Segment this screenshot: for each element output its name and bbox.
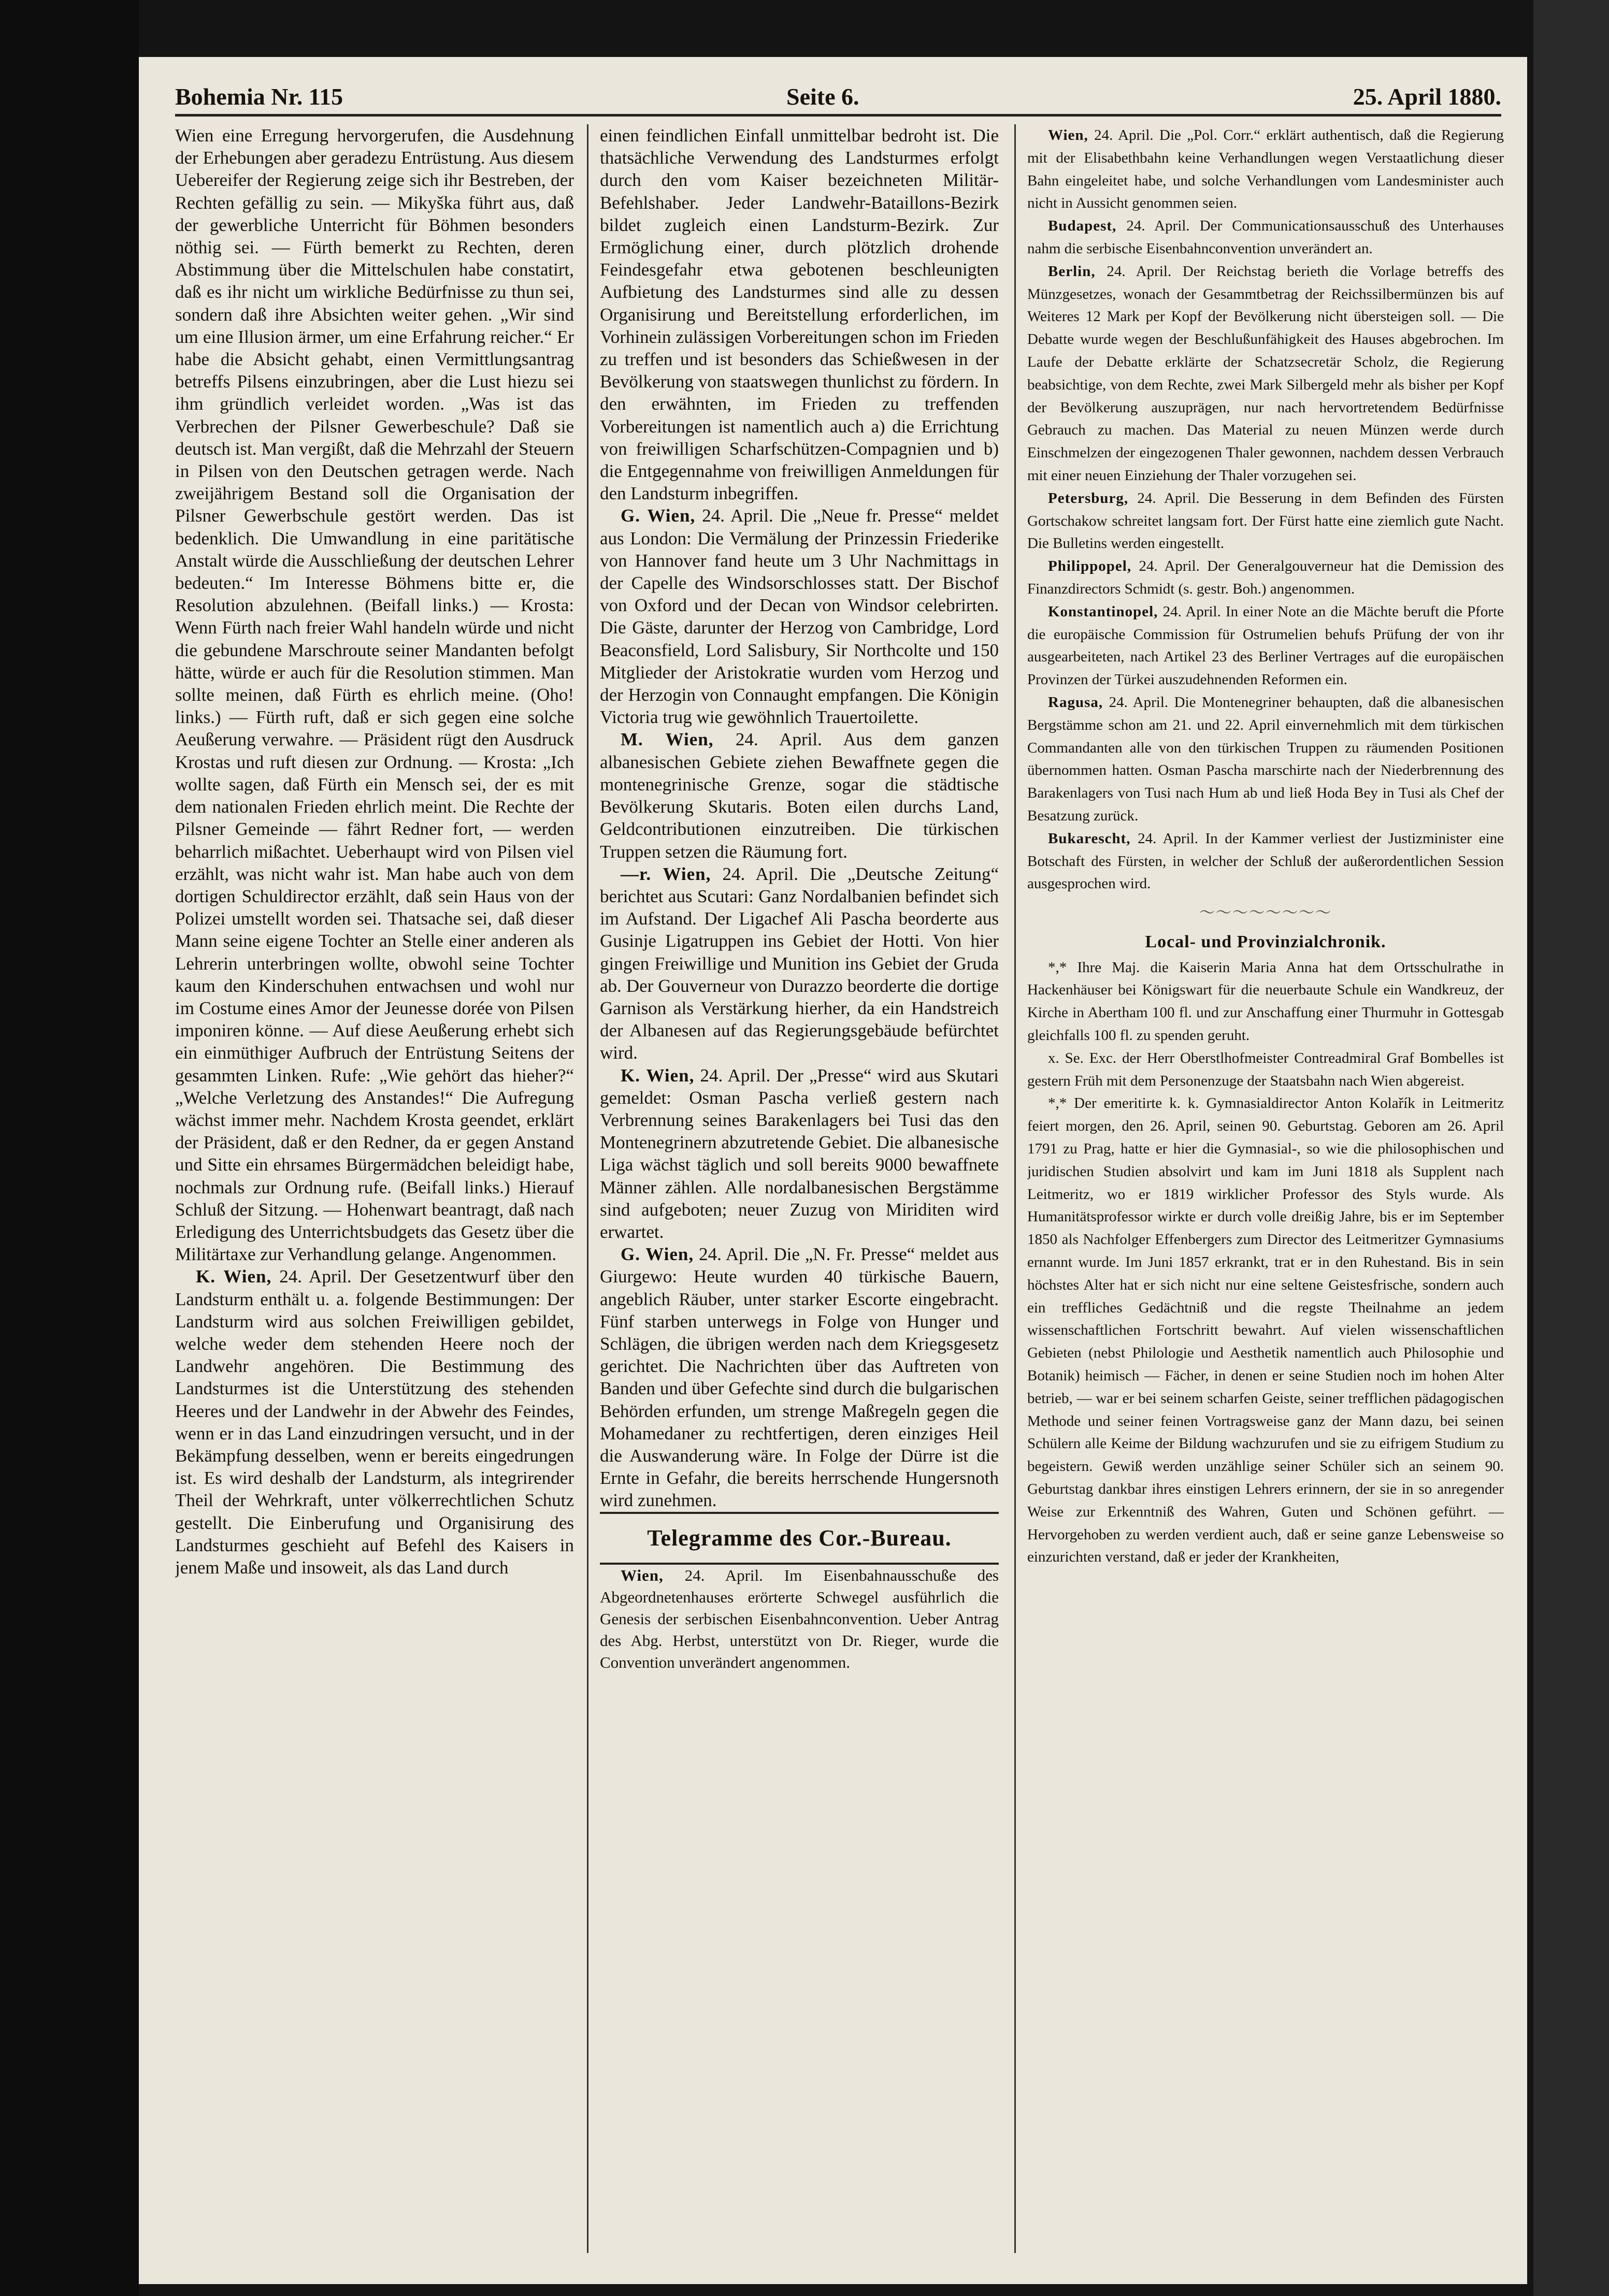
article-paragraph: Konstantinopel, 24. April. In einer Note an die Mächte beruft die Pforte die europäische Commission für Ostrumelien behufs Prüfung der von ihr ausgearbeiteten, nach Artikel 23 des Berliner Vertrages auf die europäischen Provinzen der Türkei auszudehnenden Reformen ein.: [1027, 603, 1504, 688]
column-2: [600, 124, 999, 2253]
article-paragraph: Wien, 24. April. Im Eisenbahnausschuße des Abgeordnetenhauses erörterte Schwegel ausführlich die Genesis der serbischen Eisenbahnconvention. Ueber Antrag des Abg. Herbst, unterstützt von Dr. Rieger, wurde die Convention unverändert angenommen.: [600, 1566, 999, 1671]
scan-left-border: [0, 0, 139, 2296]
dateline: M. Wien,: [621, 729, 714, 750]
article-paragraph: Petersburg, 24. April. Die Besserung in dem Befinden des Fürsten Gortschakow schreitet langsam fort. Der Fürst hatte eine ziemlich gute Nacht. Die Bulletins werden eingestellt.: [1027, 489, 1504, 552]
dateline: K. Wien,: [196, 1266, 272, 1287]
column-3: [1027, 124, 1504, 2253]
dateline: Petersburg,: [1048, 489, 1129, 507]
masthead: [175, 78, 1501, 117]
dateline: Berlin,: [1048, 263, 1096, 280]
article-paragraph: Budapest, 24. April. Der Communicationsausschuß des Unterhauses nahm die serbische Eisenbahnconvention unverändert an.: [1027, 218, 1504, 257]
article-paragraph: K. Wien, 24. April. Der „Presse“ wird aus Skutari gemeldet: Osman Pascha verließ gestern nach Verbrennung seines Barakenlagers bei Tusi das den Montenegrinern abzutretende Gebiet. Die albanesische Liga wächst täglich und soll bereits 9000 bewaffnete Männer zählen. Alle nordalbanesischen Bergstämme sind aufgeboten; neuer Zuzug von Miriditen wird erwartet.: [600, 1065, 999, 1242]
masthead-page-number: Seite 6.: [786, 83, 859, 110]
article-paragraph: einen feindlichen Einfall unmittelbar bedroht ist. Die thatsächliche Verwendung des Landsturmes erfolgt durch den vom Kaiser bezeichneten Militär-Befehlshaber. Jeder Landwehr-Bataillons-Bezirk bildet zugleich einen Landsturm-Bezirk. Zur Ermöglichung einer, durch plötzlich drohende Feindesgefahr etwa gebotenen beschleunigten Aufbietung des Landsturmes sind alle zu dessen Organisirung und Bereitstellung erforderlichen, im Vorhinein zulässigen Vorbereitungen schon im Frieden zu treffen und ist besonders das Schießwesen in der Bevölkerung von staatswegen thunlichst zu fördern. In den erwähnten, im Frieden zu treffenden Vorbereitungen ist namentlich auch a) die Errichtung von freiwilligen Scharfschützen-Compagnien und b) die Entgegennahme von freiwilligen Anmeldungen für den Landsturm inbegriffen.: [600, 125, 999, 504]
scan-right-border: [1533, 0, 1609, 2296]
dateline: Budapest,: [1048, 218, 1117, 235]
dateline: Konstantinopel,: [1048, 603, 1158, 620]
article-paragraph: G. Wien, 24. April. Die „N. Fr. Presse“ meldet aus Giurgewo: Heute wurden 40 türkische Bauern, angeblich Räuber, unter starker Escorte eingebracht. Fünf starben unterwegs in Folge von Hunger und Schlägen, die übrigen werden nach dem Kriegsgesetz gerichtet. Die Nachrichten über das Auftreten von Banden und über Gefechte sind durch die bulgarischen Behörden erfunden, um strenge Maßregeln gegen die Mohamedaner zu rechtfertigen, deren einziges Heil die Auswanderung wäre. In Folge der Dürre ist die Ernte in Gefahr, die bereits herrschende Hungersnoth wird zunehmen.: [600, 1244, 999, 1511]
dateline: Philippopel,: [1048, 558, 1132, 575]
masthead-date: 25. April 1880.: [1353, 83, 1501, 110]
article-paragraph: Philippopel, 24. April. Der Generalgouverneur hat die Demission des Finanzdirectors Schmidt (s. gestr. Boh.) angenommen.: [1027, 558, 1504, 597]
section-heading: Local- und Provinzialchronik.: [1145, 932, 1386, 951]
article-paragraph: K. Wien, 24. April. Der Gesetzentwurf über den Landsturm enthält u. a. folgende Bestimmungen: Der Landsturm wird aus solchen Freiwilligen gebildet, welche weder dem stehenden Heere noch der Landwehr angehören. Die Bestimmung des Landsturmes ist die Unterstützung des stehenden Heeres und der Landwehr in der Abwehr des Feindes, wenn er in das Land einzudringen versucht, und in der Bekämpfung desselben, wenn er bereits eingedrungen ist. Es wird deshalb der Landsturm, als integrirender Theil der Wehrkraft, unter völkerrechtlichen Schutz gestellt. Die Einberufung und Organisirung des Landsturmes geschieht auf Befehl des Kaisers in jenem Maße und insoweit, als das Land durch: [175, 1266, 574, 1578]
dateline: Bukarescht,: [1048, 830, 1131, 847]
dateline: G. Wien,: [621, 1244, 694, 1265]
article-paragraph: *,* Ihre Maj. die Kaiserin Maria Anna hat dem Ortsschulrathe in Hackenhäuser bei Königswart für die neuerbaute Schule ein Wandkreuz, der Kirche in Abertham 100 fl. und zur Anschaffung einer Thurmuhr in Gottesgab gleichfalls 100 fl. zu spenden geruht.: [1027, 959, 1504, 1044]
article-paragraph: —r. Wien, 24. April. Die „Deutsche Zeitung“ berichtet aus Scutari: Ganz Nordalbanien befindet sich im Aufstand. Der Ligachef Ali Pascha beorderte aus Gusinje Ligatruppen ins Gebiet der Hotti. Von hier gingen Freiwillige und Munition ins Gebiet der Gruda ab. Der Gouverneur von Durazzo beorderte die dortige Garnison als Verstärkung hierher, da ein Handstreich der Albanesen auf das Regierungsgebäude befürchtet wird.: [600, 863, 999, 1063]
article-paragraph: *,* Der emeritirte k. k. Gymnasialdirector Anton Kolařík in Leitmeritz feiert morgen, den 26. April, seinen 90. Geburtstag. Geboren am 26. April 1791 zu Prag, hatte er hier die Gymnasial-, so wie die philosophischen und juridischen Studien absolvirt und kam im Juni 1818 als Supplent nach Leitmeritz, wo er 1819 wirklicher Professor des Styls wurde. Als Humanitätsprofessor wirkte er durch volle dreißig Jahre, bis er im September 1850 als Nachfolger Effenbergers zum Director des Leitmeritzer Gymnasiums ernannt wurde. Im Juni 1857 erkrankt, trat er in den Ruhestand. Bis in sein höchstes Alter hat er sich nicht nur eine seltene Geistesfrische, sondern auch ein treffliches Gedächtniß und die regste Theilnahme an jedem wissenschaftlichen Fortschritt bewahrt. Auf vielen wissenschaftlichen Gebieten (nebst Philologie und Aesthetik namentlich auch Philosophie und Botanik) heimisch — Fächer, in denen er seine Studien noch im hohen Alter betrieb, — war er bei seinem scharfen Geiste, seiner trefflichen pädagogischen Methode und seiner feinen Vortragsweise ganz der Mann dazu, bei seinen Schülern alle Keime der Bildung wachzurufen und sie zu eifrigem Studium zu begeistern. Gewiß werden unzählige seiner Schüler sich an seinem 90. Geburtstag dankbar ihres einstigen Lehrers erinnern, der sie in so anregender Weise zur Erkenntniß des Wahren, Guten und Schönen geführt. — Hervorgehoben zu werden verdient auch, daß er seine ganze Lebensweise so einzurichten verstand, daß er jeder der Krankheiten,: [1027, 1095, 1504, 1566]
newspaper-page: [139, 57, 1527, 2284]
dateline: Wien,: [1048, 127, 1088, 143]
article-paragraph: Bukarescht, 24. April. In der Kammer verliest der Justizminister eine Botschaft des Fürsten, in welcher der Schluß der außerordentlichen Session ausgesprochen wird.: [1027, 830, 1504, 892]
dateline: —r. Wien,: [621, 863, 711, 884]
telegram-section-header: [600, 1512, 999, 1565]
column-rule: [1014, 124, 1016, 2253]
article-paragraph: Wien eine Erregung hervorgerufen, die Ausdehnung der Erhebungen aber geradezu Entrüstung. Aus diesem Uebereifer der Regierung zeige sich ihr Bestreben, der Rechten gefällig zu sein. — Mikyška führt aus, daß der gewerbliche Unterricht für Böhmen besonders nöthig sei. — Fürth bemerkt zu Rechten, deren Abstimmung über die Mittelschulen habe constatirt, daß es ihr nicht um wirkliche Bedürfnisse zu thun sei, sondern daß ihre Absichten weiter gehen. „Wir sind um eine Illusion ärmer, um eine Erfahrung reicher.“ Er habe die Absicht gehabt, einen Vermittlungsantrag betreffs Pilsens einzubringen, aber die Lust hiezu sei ihm gründlich verleidet worden. „Was ist das Verbrechen der Pilsner Gewerbeschule? Daß sie deutsch ist. Man vergißt, daß die Mehrzahl der Steuern in Pilsen von den Deutschen getragen werde. Nach zweijährigem Bestand soll die Organisation der Pilsner Gewerbschule gestört werden. Das ist bedenklich. Die Umwandlung in eine paritätische Anstalt würde die Ausschließung der deutschen Lehrer bedeuten.“ Im Interesse Böhmens bitte er, die Resolution abzulehnen. (Beifall links.) — Krosta: Wenn Fürth nach freier Wahl handeln würde und nicht die gebundene Marschroute seiner Mandanten befolgt hätte, würde er auch für die Resolution stimmen. Man sollte meinen, daß Fürth es ehrlich meine. (Oho! links.) — Fürth ruft, daß er sich gegen eine solche Aeußerung verwahre. — Präsident rügt den Ausdruck Krostas und ruft diesen zur Ordnung. — Krosta: „Ich wollte sagen, daß Fürth ein Mensch sei, der es mit dem nationalen Frieden ehrlich meint. Die Rechte der Pilsner Gemeinde — fährt Redner fort, — werden beharrlich mißachtet. Ueberhaupt wird von Pilsen viel erzählt, was nicht wahr ist. Man habe auch von dem dortigen Schuldirector erzählt, daß sein Haus von der Polizei umstellt worden sei. Thatsache sei, daß dieser Mann seine eigene Tochter an Stelle einer anderen als Lehrerin unterbringen wollte, obwohl seine Tochter kaum den Kinderschuhen entwachsen und wohl nur im Costume eines Amor der Jeunesse dorée von Pilsen imponiren könne. — Auf diese Aeußerung erhebt sich ein einmüthiger Aufbruch der Entrüstung Seitens der gesammten Linken. Rufe: „Wie gehört das hieher?“ „Welche Verletzung des Anstandes!“ Die Aufregung wächst immer mehr. Nachdem Krosta geendet, erklärt der Präsident, daß er den Redner, da er gegen Anstand und Sitte ein ehrsames Bürgermädchen beleidigt habe, nochmals zur Ordnung rufe. (Beifall links.) Hierauf Schluß der Sitzung. — Hohenwart beantragt, daß nach Erledigung des Unterrichtsbudgets das Gesetz über die Militärtaxe zur Verhandlung gelange. Angenommen.: [175, 125, 574, 1265]
dateline: Wien,: [621, 1566, 664, 1584]
section-heading: Telegramme des Cor.-Bureau.: [647, 1525, 952, 1551]
article-paragraph: G. Wien, 24. April. Die „Neue fr. Presse“ meldet aus London: Die Vermälung der Prinzessin Friederike von Hannover fand heute um 3 Uhr Nachmittags in der Capelle des Windsorschlosses statt. Der Bischof von Oxford und der Decan von Windsor celebrirten. Die Gäste, darunter der Herzog von Cambridge, Lord Beaconsfield, Lord Salisbury, Sir Northcolte und 150 Mitglieder der Aristokratie wurden vom Herzog und der Herzogin von Connaught empfangen. Die Königin Victoria trug wie gewöhnlich Trauertoilette.: [600, 506, 999, 728]
dateline: G. Wien,: [621, 506, 696, 526]
column-rule: [587, 124, 588, 2253]
article-paragraph: Wien, 24. April. Die „Pol. Corr.“ erklärt authentisch, daß die Regierung mit der Elisabethbahn keine Verhandlungen wegen Verstaatlichung dieser Bahn eingeleitet habe, und solche Verhandlungen vom Landesminister auch nicht in Aussicht genommen seien.: [1027, 127, 1504, 212]
article-paragraph: x. Se. Exc. der Herr Oberstlhofmeister Contreadmiral Graf Bombelles ist gestern Früh mit dem Personenzuge der Staatsbahn nach Wien abgereist.: [1027, 1049, 1504, 1089]
dateline: K. Wien,: [621, 1065, 695, 1086]
article-paragraph: Ragusa, 24. April. Die Montenegriner behaupten, daß die albanesischen Bergstämme schon am 21. und 22. April einvernehmlich mit dem türkischen Commandanten alle von den türkischen Truppen zu räumenden Positionen übernommen hatten. Osman Pascha marschirte nach der Niederbrennung des Barakenlagers von Tusi nach Hum ab und ließ Hoda Bey in Tusi als Chef der Besatzung zurück.: [1027, 694, 1504, 824]
article-paragraph: M. Wien, 24. April. Aus dem ganzen albanesischen Gebiete ziehen Bewaffnete gegen die montenegrinische Grenze, sogar die städtische Bevölkerung Skutaris. Boten eilen durchs Land, Geldcontributionen einzutreiben. Die türkischen Truppen setzen die Räumung fort.: [600, 729, 999, 862]
dateline: Ragusa,: [1048, 694, 1103, 711]
article-paragraph: Berlin, 24. April. Der Reichstag berieth die Vorlage betreffs des Münzgesetzes, wonach der Gesammtbetrag der Reichssilbermünzen bis auf Weiteres 12 Mark per Kopf der Bevölkerung nicht übersteigen soll. — Die Debatte wurde wegen der Beschlußunfähigkeit des Hauses abgebrochen. Im Laufe der Debatte erklärte der Schatzsecretär Scholz, die Regierung beabsichtige, von dem Rechte, zwei Mark Silbergeld mehr als bisher per Kopf der Bevölkerung auszuprägen, nur nach hervortretendem Bedürfnisse Gebrauch zu machen. Das Material zu neuen Münzen werde durch Einschmelzen der eingezogenen Thaler gewonnen, nachdem dessen Verbrauch mit einer neuen Einziehung der Thaler vorzugehen sei.: [1027, 263, 1504, 484]
masthead-title: Bohemia Nr. 115: [175, 83, 343, 110]
column-1: [175, 124, 574, 2253]
ornamental-divider: ～～～～～～～～: [1199, 904, 1332, 922]
